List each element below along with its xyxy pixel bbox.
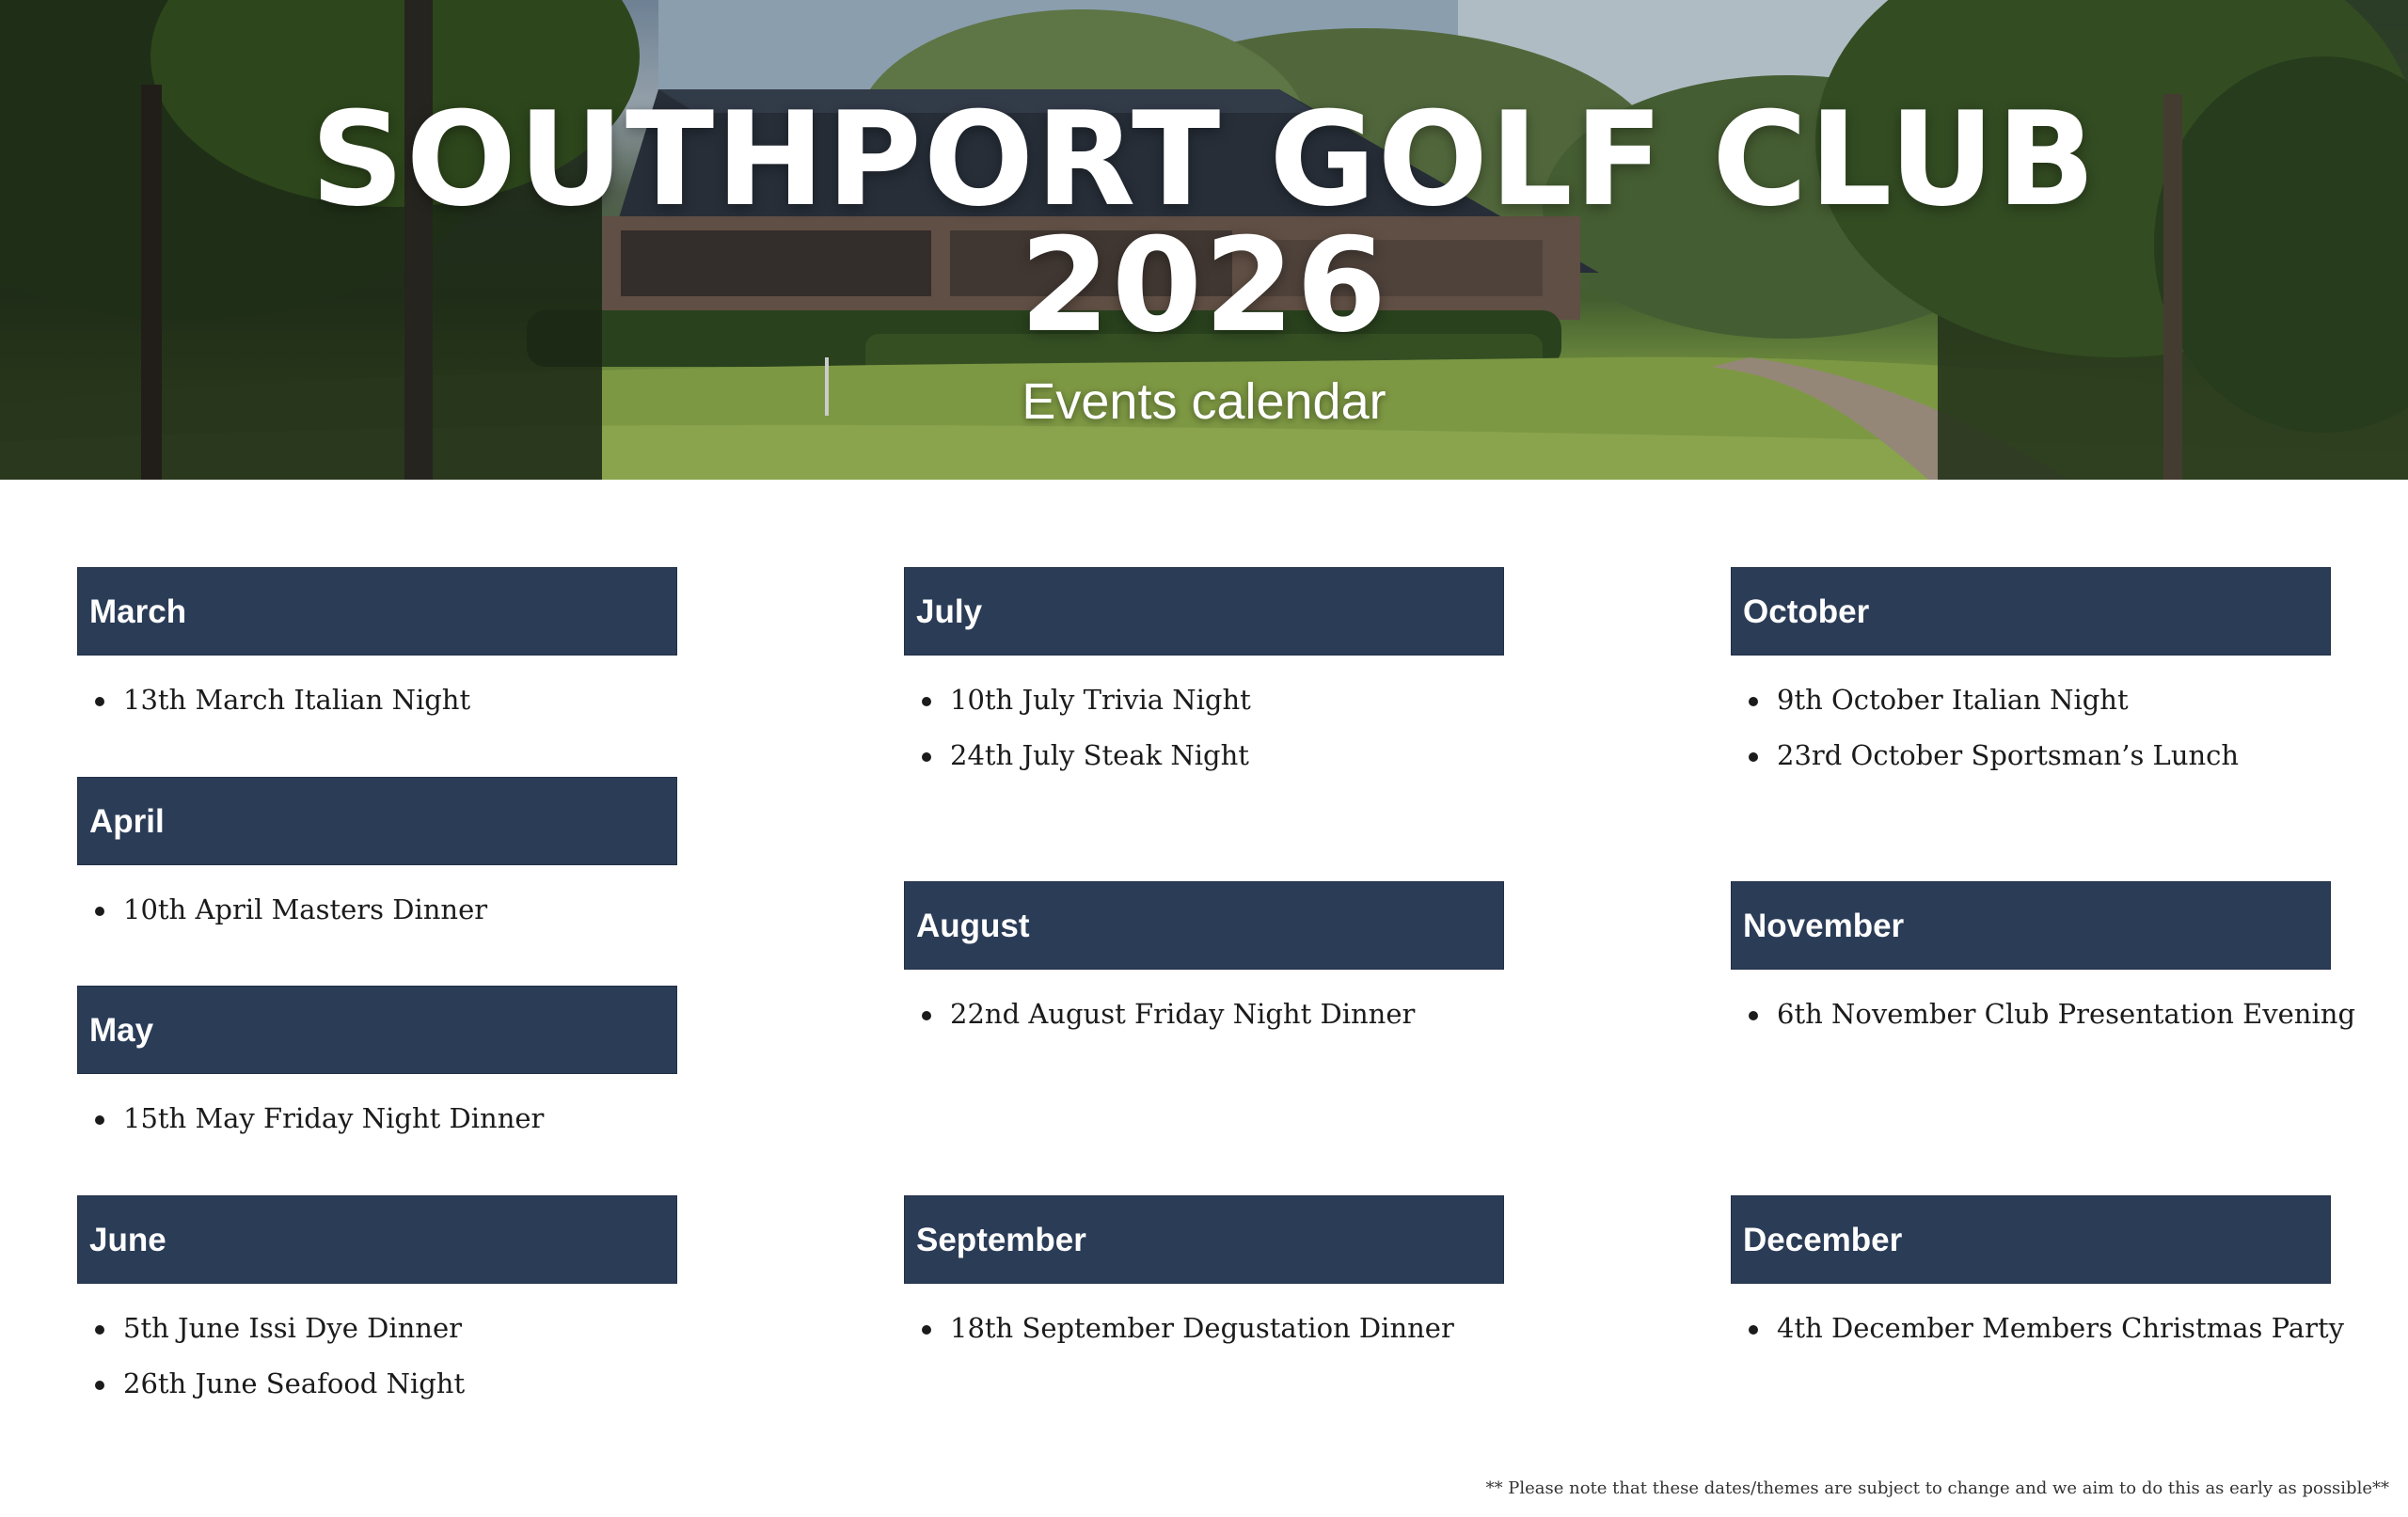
month-december: [1731, 1195, 2344, 1356]
month-july: [904, 567, 1504, 783]
event-item: 10th July Trivia Night: [904, 672, 1504, 728]
event-list: [77, 882, 677, 938]
event-list: [77, 1301, 677, 1412]
event-item: 23rd October Sportsman’s Lunch: [1731, 728, 2331, 783]
event-list: [1731, 987, 2356, 1042]
month-november: [1731, 881, 2356, 1042]
event-item: 24th July Steak Night: [904, 728, 1504, 783]
hero-year: 2026: [1019, 210, 1389, 361]
event-list: [904, 672, 1504, 783]
month-header: September: [904, 1195, 1504, 1284]
event-item: 5th June Issi Dye Dinner: [77, 1301, 677, 1356]
month-header: August: [904, 881, 1504, 970]
month-april: [77, 777, 677, 938]
event-list: [77, 1091, 677, 1146]
event-list: [1731, 1301, 2344, 1356]
event-item: 4th December Members Christmas Party: [1731, 1301, 2331, 1356]
month-june: [77, 1195, 677, 1412]
month-header: April: [77, 777, 677, 865]
event-item: 13th March Italian Night: [77, 672, 677, 728]
month-header: March: [77, 567, 677, 656]
event-item: 22nd August Friday Night Dinner: [904, 987, 1504, 1042]
month-header: October: [1731, 567, 2331, 656]
event-item: 6th November Club Presentation Evening: [1731, 987, 2331, 1042]
month-header: June: [77, 1195, 677, 1284]
month-may: [77, 986, 677, 1146]
month-august: [904, 881, 1504, 1042]
month-header: November: [1731, 881, 2331, 970]
month-march: [77, 567, 677, 728]
event-item: 26th June Seafood Night: [77, 1356, 677, 1412]
event-item: 9th October Italian Night: [1731, 672, 2331, 728]
event-item: 10th April Masters Dinner: [77, 882, 677, 938]
month-september: [904, 1195, 1504, 1356]
event-list: [77, 672, 677, 728]
event-list: [904, 987, 1504, 1042]
month-october: [1731, 567, 2331, 783]
month-header: July: [904, 567, 1504, 656]
event-item: 15th May Friday Night Dinner: [77, 1091, 677, 1146]
month-header: May: [77, 986, 677, 1074]
hero-banner: [0, 0, 2408, 480]
hero-subtitle: Events calendar: [1022, 373, 1386, 430]
month-header: December: [1731, 1195, 2331, 1284]
event-list: [1731, 672, 2331, 783]
disclaimer-footnote: ** Please note that these dates/themes are subject to change and we aim to do this as early as possible**: [1485, 1478, 2389, 1498]
hero-title: SOUTHPORT GOLF CLUB: [310, 84, 2098, 235]
event-item: 18th September Degustation Dinner: [904, 1301, 1504, 1356]
event-list: [904, 1301, 1504, 1356]
